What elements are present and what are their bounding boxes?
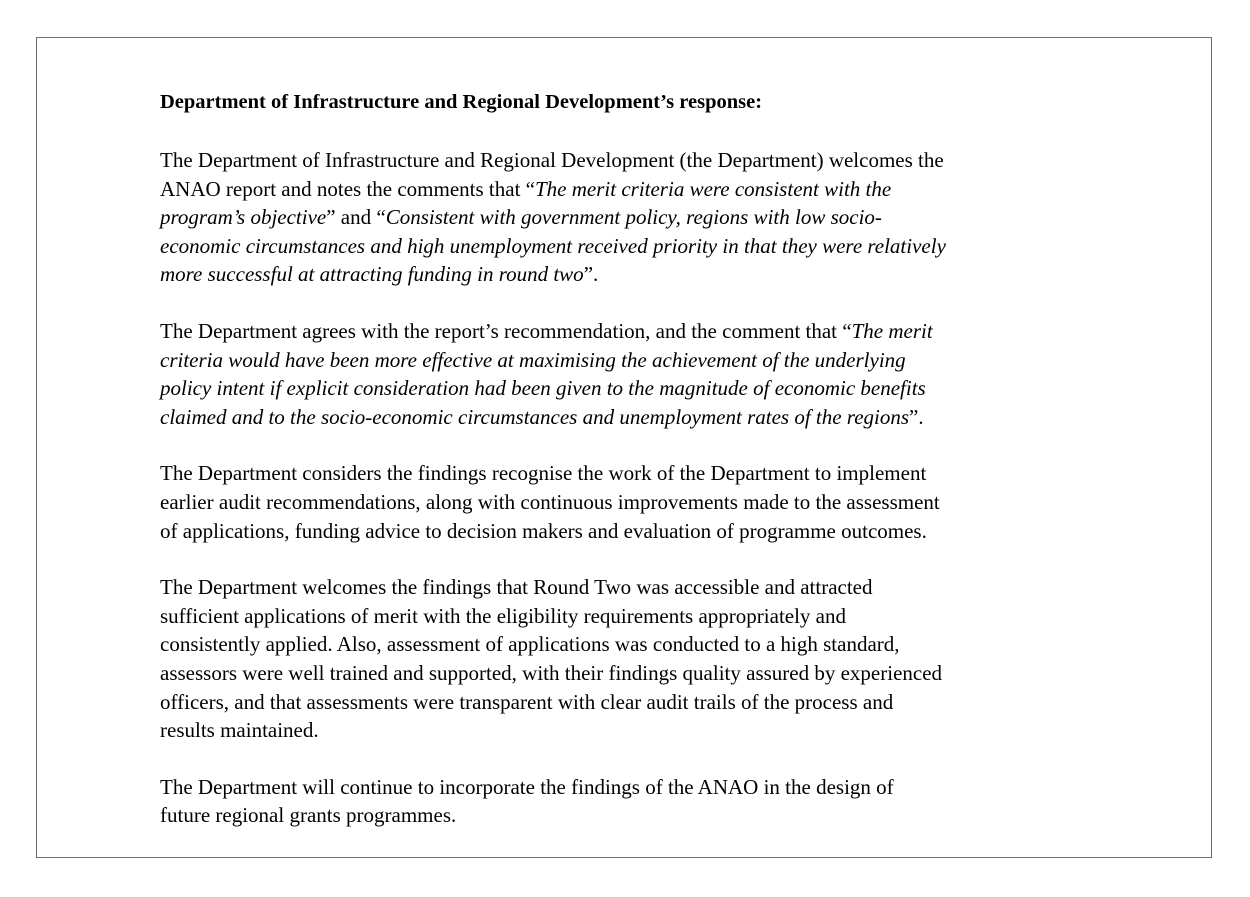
text-line: [160, 403, 1100, 432]
paragraph: [160, 317, 1100, 431]
quoted-text: criteria would have been more effective at maximising the achievement of the underlying: [160, 347, 906, 372]
text-line: [160, 602, 1100, 631]
text-run: consistently applied. Also, assessment of applications was conducted to a high standard,: [160, 632, 900, 657]
quoted-text: Consistent with government policy, regions with low socio-: [385, 205, 882, 230]
text-run: The Department agrees with the report’s recommendation, and the comment that “: [160, 318, 852, 343]
text-run: ”.: [909, 404, 924, 429]
text-run: sufficient applications of merit with the eligibility requirements appropriately and: [160, 603, 847, 628]
text-run: results maintained.: [160, 718, 319, 743]
quoted-text: program’s objective: [160, 205, 327, 230]
paragraph: [160, 459, 1100, 545]
text-line: [160, 203, 1100, 232]
quoted-text: economic circumstances and high unemployment received priority in that they were relatively: [160, 233, 946, 258]
text-line: [160, 801, 1100, 830]
text-line: [160, 260, 1100, 289]
text-run: future regional grants programmes.: [160, 803, 457, 828]
text-line: [160, 573, 1100, 602]
text-run: earlier audit recommendations, along with continuous improvements made to the assessment: [160, 489, 940, 514]
paragraph: [160, 573, 1100, 745]
text-line: [160, 175, 1100, 204]
text-line: [160, 459, 1100, 488]
text-run: ” and “: [326, 205, 386, 230]
text-line: [160, 688, 1100, 717]
section-heading: Department of Infrastructure and Regional Development’s response:: [160, 91, 763, 113]
text-line: [160, 374, 1100, 403]
paragraph: [160, 773, 1100, 830]
text-line: [160, 716, 1100, 745]
text-line: [160, 317, 1100, 346]
text-line: [160, 232, 1100, 261]
paragraph: [160, 146, 1100, 289]
text-run: The Department welcomes the findings that Round Two was accessible and attracted: [160, 575, 873, 600]
text-line: [160, 659, 1100, 688]
text-run: officers, and that assessments were transparent with clear audit trails of the process and: [160, 689, 894, 714]
text-line: [160, 517, 1100, 546]
text-line: [160, 773, 1100, 802]
text-line: [160, 146, 1100, 175]
text-run: assessors were well trained and supported, with their findings quality assured by experienced: [160, 660, 943, 685]
quoted-text: The merit criteria were consistent with the: [535, 176, 892, 201]
text-run: ”.: [583, 262, 599, 287]
text-run: The Department of Infrastructure and Regional Development (the Department) welcomes the: [160, 148, 944, 172]
text-line: [160, 488, 1100, 517]
text-run: ANAO report and notes the comments that “: [160, 176, 535, 201]
text-run: of applications, funding advice to decision makers and evaluation of programme outcomes.: [160, 518, 927, 543]
response-section: [160, 88, 1100, 830]
text-run: The Department will continue to incorporate the findings of the ANAO in the design of: [160, 774, 894, 799]
quoted-text: The merit: [851, 318, 933, 343]
quoted-text: more successful at attracting funding in round two: [160, 262, 584, 287]
response-body: [160, 146, 1100, 830]
text-line: [160, 346, 1100, 375]
quoted-text: policy intent if explicit consideration had been given to the magnitude of economic benefits: [160, 376, 926, 401]
text-run: The Department considers the findings recognise the work of the Department to implement: [160, 461, 927, 486]
text-line: [160, 630, 1100, 659]
quoted-text: claimed and to the socio-economic circumstances and unemployment rates of the regions: [160, 404, 910, 429]
